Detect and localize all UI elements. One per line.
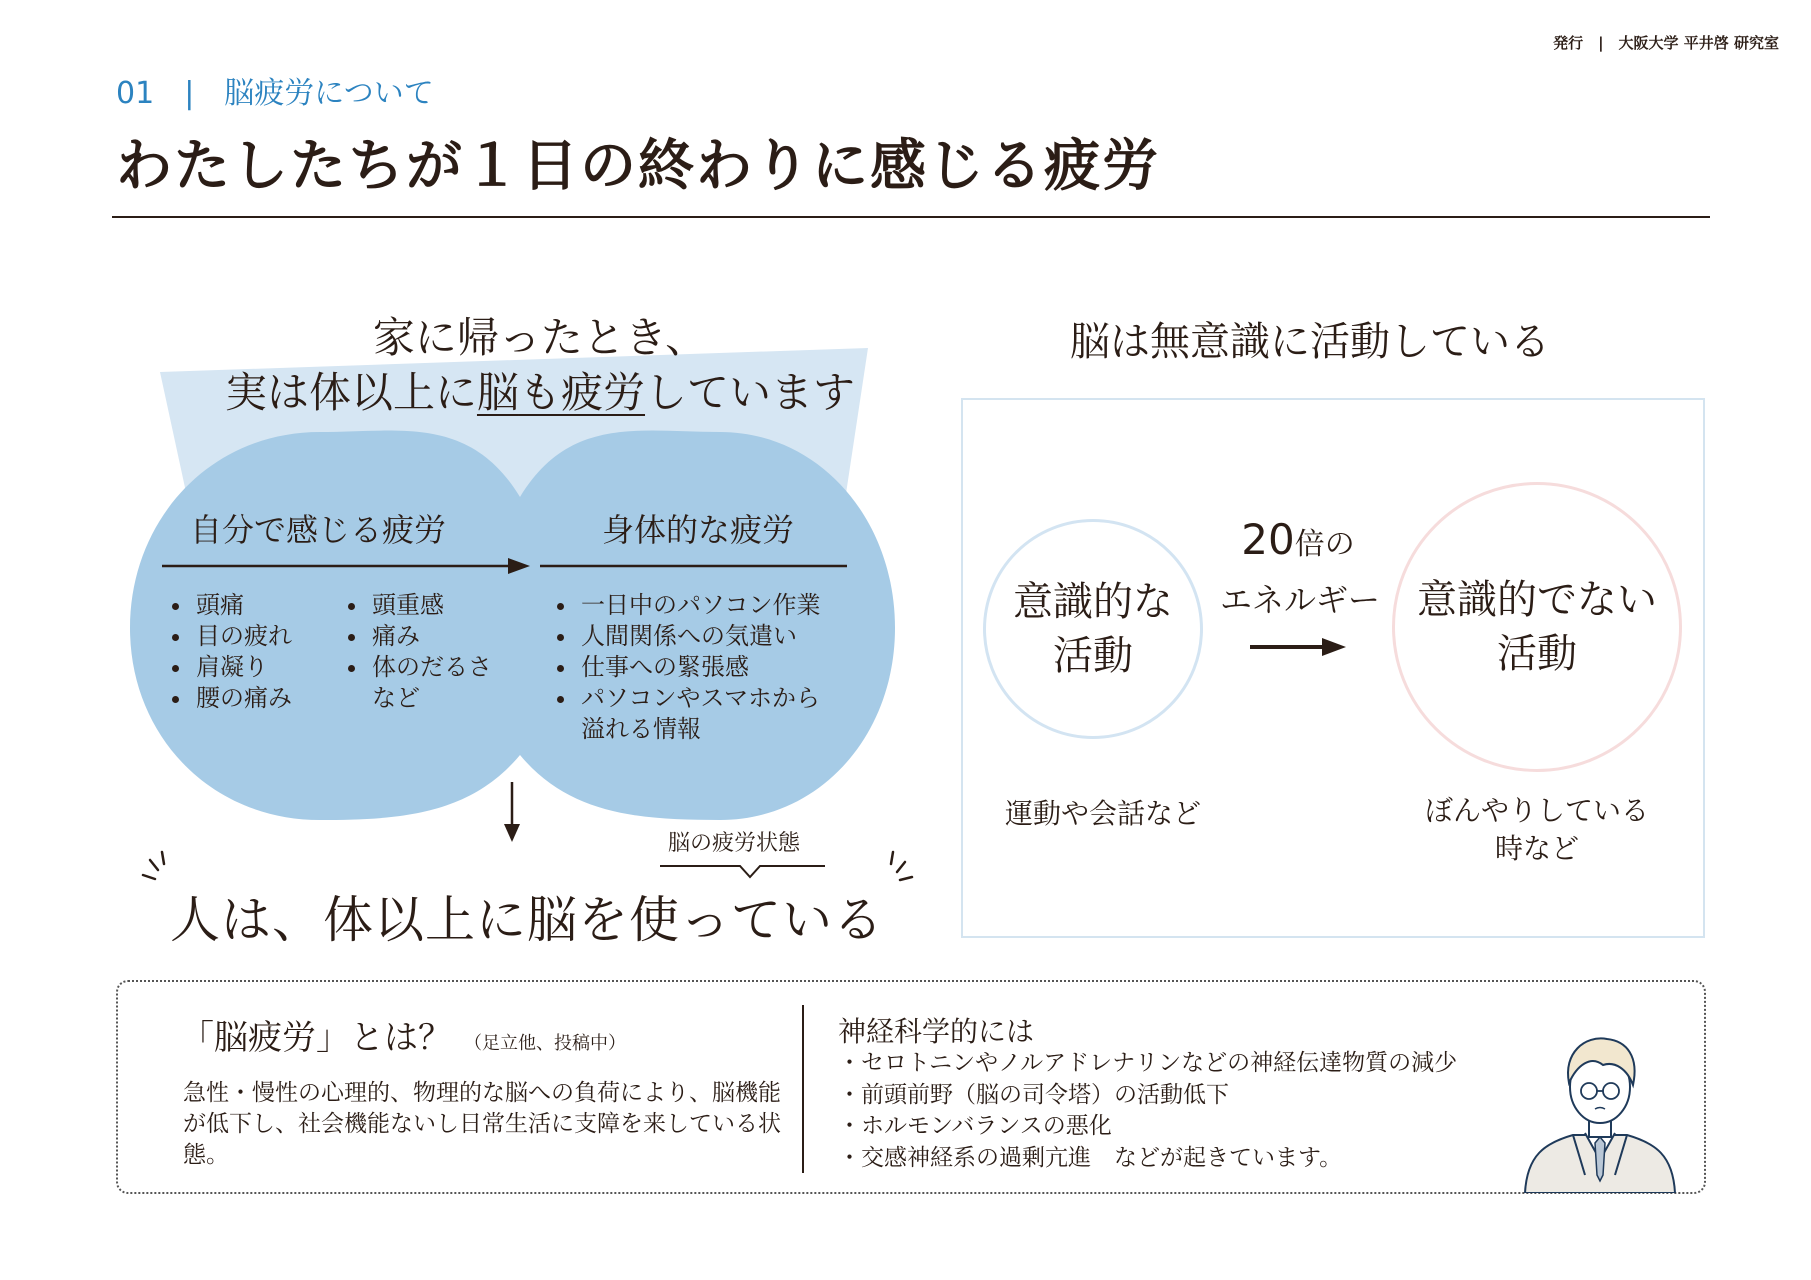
ratio-unit: 倍の (1294, 527, 1355, 562)
section-number: 01 (116, 76, 155, 111)
conscious-example: 運動や会話など (1005, 797, 1202, 830)
page-title: わたしたちが１日の終わりに感じる疲労 (116, 134, 1160, 199)
callout-bracket (660, 866, 825, 877)
conclusion-text: 人は、体以上に脳を使っている (170, 891, 884, 949)
callout-label: 脳の疲労状態 (668, 831, 801, 856)
publisher-credit: 発行 | 大阪大学 平井啓 研究室 (1553, 34, 1779, 52)
list-item: 仕事への緊張感 (555, 652, 821, 683)
neuroscience-title: 神経科学的には (838, 1015, 1035, 1048)
physical-causes-list (555, 590, 821, 745)
unconscious-example-line-1: ぼんやりしている (1424, 794, 1649, 827)
section-title: 脳疲労について (224, 76, 434, 111)
list-item: 体のだるさ (346, 652, 492, 683)
emphasis-marks-right (891, 852, 912, 880)
list-item: 痛み (346, 621, 492, 652)
unconscious-line-1: 意識的でない (1417, 577, 1657, 623)
right-heading: 脳は無意識に活動している (1070, 319, 1550, 365)
list-item: 目の疲れ (170, 621, 292, 652)
emphasis-marks-left (143, 852, 164, 879)
section-separator: | (184, 76, 195, 111)
heading-post: しています (645, 368, 856, 417)
list-item: ・ セロトニンやノルアドレナリンなどの神経伝達物質の減少 (838, 1048, 1457, 1080)
list-item: 肩凝り (170, 652, 292, 683)
unconscious-activity-circle (1392, 482, 1682, 772)
felt-fatigue-title: 自分で感じる疲労 (190, 511, 447, 549)
list-tail: 溢れる情報 (581, 715, 701, 743)
ratio-number: 20 (1241, 515, 1295, 564)
unconscious-example (1412, 792, 1662, 868)
heading-mo: も (518, 368, 561, 417)
unconscious-line-2: 活動 (1497, 631, 1577, 677)
conscious-line-2: 活動 (1053, 633, 1133, 679)
conscious-line-1: 意識的な (1013, 579, 1173, 625)
energy-ratio (1218, 515, 1378, 564)
physical-fatigue-title: 身体的な疲労 (602, 511, 795, 549)
heading-line-2 (90, 360, 990, 420)
definition-heading: 「脳疲労」とは？ (180, 1018, 452, 1058)
neuroscience-list (838, 1048, 1457, 1174)
felt-symptoms-list-1 (170, 590, 292, 714)
heading-brain: 脳 (476, 368, 519, 417)
list-item: ・ 前頭前野（脳の司令塔）の活動低下 (838, 1080, 1457, 1112)
heading-line-1: 家に帰ったとき、 (372, 313, 708, 362)
heading-underline-brain (477, 368, 645, 417)
down-arrow (504, 782, 520, 842)
vertical-divider (802, 1005, 804, 1173)
list-item: ・ ホルモンバランスの悪化 (838, 1111, 1457, 1143)
list-tail: など (372, 684, 420, 712)
arrow-right-icon (1248, 635, 1348, 659)
felt-symptoms-list-2 (346, 590, 492, 714)
list-item: ・ 交感神経系の過剰亢進 などが起きています。 (838, 1143, 1457, 1175)
heading-pre: 実は体以上に (224, 368, 477, 417)
unconscious-example-line-2: 時など (1494, 832, 1579, 865)
heading-fatigue: 疲労 (561, 368, 646, 417)
man-illustration-icon (1515, 1025, 1685, 1193)
list-item: パソコンやスマホから (555, 683, 821, 714)
definition-title (180, 1010, 626, 1059)
conscious-activity-circle (983, 519, 1203, 739)
definition-body: 急性・慢性の心理的、物理的な脳への負荷により、脳機能が低下し、社会機能ないし日常生活に支障を来している状態。 (183, 1080, 781, 1168)
list-item: 一日中のパソコン作業 (555, 590, 821, 621)
definition-source: （足立他、投稿中） (464, 1033, 626, 1054)
list-item: 人間関係への気遣い (555, 621, 821, 652)
list-item: 頭痛 (170, 590, 292, 621)
list-item: 頭重感 (346, 590, 492, 621)
list-item: 腰の痛み (170, 683, 292, 714)
energy-label: エネルギー (1219, 581, 1380, 619)
